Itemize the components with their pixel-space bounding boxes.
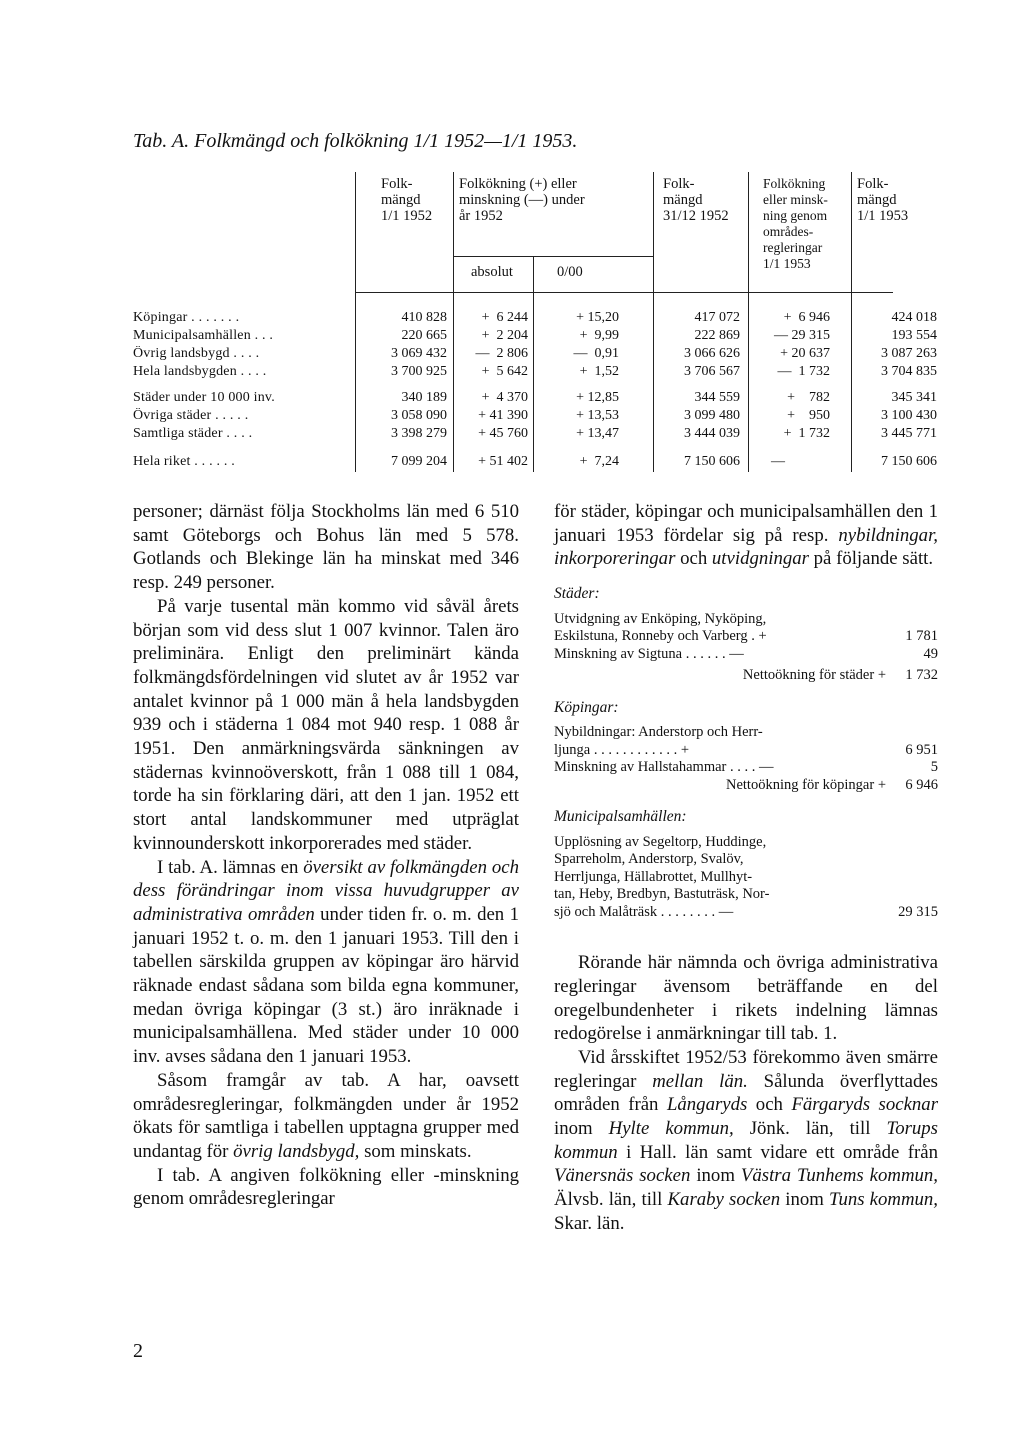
section-heading-municipalsamhallen: Municipalsamhällen: [554, 808, 687, 826]
list-item: Herrljunga, Hällabrottet, Mullhyt- [554, 868, 753, 885]
paragraph: Såsom framgår av tab. A har, oavsett områdesregleringar, folkmängden under år 1952 ökats för samtliga i tabellen upptagna grupper med undantag för övrig landsbygd, som minskats. [133, 1069, 519, 1162]
table-title: Tab. A. Folkmängd och folkökning 1/1 1952—1/1 1953. [133, 130, 578, 152]
list-item: Minskning av Sigtuna . . . . . . — 49 [554, 645, 938, 662]
table-row: Städer under 10 000 inv. 340 189 + 4 370 + 12,85 344 559 + 782 345 341 [133, 390, 937, 405]
list-item: sjö och Malåträsk . . . . . . . . — 29 315 [554, 903, 938, 920]
header-absolut: absolut [471, 264, 513, 280]
table-rule [355, 292, 893, 293]
section-heading-stader: Städer: [554, 585, 600, 603]
table-row: Samtliga städer . . . . 3 398 279 + 45 760 + 13,47 3 444 039 + 1 732 3 445 771 [133, 426, 937, 441]
table-row: Övrig landsbygd . . . . 3 069 432 — 2 806 — 0,91 3 066 626 + 20 637 3 087 263 [133, 346, 937, 361]
paragraph: Vid årsskiftet 1952/53 förekommo även smärre regleringar mellan län. Sålunda överflyttades områden från Långaryds och Färgaryds socknar inom Hylte kommun, Jönk. län, till Torups kommun i Hall. län samt vidare ett område från Vänersnäs socken inom Västra Tunhems kommun, Älvsb. län, till Karaby socken inom Tuns kommun, Skar. län. [554, 1046, 939, 1234]
regulation-list [554, 585, 938, 921]
paragraph: för städer, köpingar och municipalsamhällen den 1 januari 1953 fördelar sig på resp. nybildningar, inkorporeringar och utvidgningar på följande sätt. [554, 501, 938, 570]
list-item: Minskning av Hallstahammar . . . . — 5 [554, 759, 938, 776]
paragraph: På varje tusental män kommo vid såväl årets början som vid dess slut 1 007 kvinnor. Talen äro preliminära. Enligt den preliminärt kända folkmängdsfördelningen vid slutet av år 1952 var antalet kvinnor på 1 000 män å hela landsbygden 939 och i städerna 1 084 mot 940 resp. 1 088 år 1951. Den anmärkningsvärda sänkningen av städernas kvinnoöverskott, från 1 088 till 1 084, torde ha sin förklaring däri, att den 1 jan. 1952 ett stort antal landskommuner med utpräglat kvinnounderskott inkorporerades med städer. [133, 595, 519, 854]
list-item: Eskilstuna, Ronneby och Varberg . + 1 781 [554, 628, 938, 645]
list-item: Nybildningar: Anderstorp och Herr- [554, 724, 763, 741]
net-row: Nettoökning för köpingar + 6 946 [726, 776, 938, 793]
section-heading-kopingar: Köpingar: [554, 698, 619, 716]
list-item: Upplösning av Segeltorp, Huddinge, [554, 833, 767, 850]
list-item: Sparreholm, Anderstorp, Svalöv, [554, 851, 744, 868]
paragraph: personer; därnäst följa Stockholms län med 6 510 samt Göteborgs och Bohus län med 5 578. Gotlands och Blekinge län ha minskat med 346 resp. 249 personer. [133, 501, 519, 594]
table-row: Hela riket . . . . . . 7 099 204 + 51 402 + 7,24 7 150 606 — 7 150 606 [133, 454, 937, 469]
list-item: Utvidgning av Enköping, Nyköping, [554, 610, 767, 627]
header-promille: 0/00 [557, 264, 583, 280]
paragraph: I tab. A. lämnas en översikt av folkmängden och dess förändringar inom vissa huvudgrupper av administrativa områden under tiden fr. o. m. den 1 januari 1952 t. o. m. den 1 januari 1953. Till den i tabellen särskilda gruppen av köpingar äro härvid räknade endast sådana som bilda egna kommuner, medan övriga köpingar (3 st.) äro inräknade i municipalsamhällena. Med städer under 10 000 inv. avses sådana den 1 januari 1953. [133, 856, 520, 1068]
header-folkokning: Folkökning (+) eller minskning (—) under år 1952 [459, 176, 585, 224]
population-table [133, 172, 937, 472]
table-row: Hela landsbygden . . . . 3 700 925 + 5 642 + 1,52 3 706 567 — 1 732 3 704 835 [133, 364, 937, 379]
list-item: ljunga . . . . . . . . . . . . + 6 951 [554, 741, 938, 758]
left-text-column [133, 500, 519, 1211]
table-row: Köpingar . . . . . . . 410 828 + 6 244 + 15,20 417 072 + 6 946 424 018 [133, 310, 937, 325]
header-folkmangd-1952: Folk- mängd 1/1 1952 [381, 176, 433, 224]
table-rule [453, 256, 653, 257]
header-folkmangd-3112: Folk- mängd 31/12 1952 [663, 176, 729, 224]
paragraph: I tab. A angiven folkökning eller -minskning genom områdesregleringar [133, 1164, 519, 1210]
header-omradesregleringar: Folkökning eller minsk- ning genom områdes- regleringar 1/1 1953 [763, 176, 828, 271]
header-folkmangd-1953: Folk- mängd 1/1 1953 [857, 176, 909, 224]
net-row: Nettoökning för städer + 1 732 [742, 667, 938, 684]
paragraph: Rörande här nämnda och övriga administrativa regleringar ävensom beträffande en del oregelbundenheter i rikets indelning lämnas redogörelse i anmärkningar till tab. 1. [554, 952, 938, 1045]
table-row: Övriga städer . . . . . 3 058 090 + 41 390 + 13,53 3 099 480 + 950 3 100 430 [133, 408, 937, 423]
list-item: tan, Heby, Bredbyn, Bastuträsk, Nor- [554, 886, 770, 903]
right-text-column [554, 500, 938, 1236]
page-number: 2 [133, 1340, 143, 1362]
table-row: Municipalsamhällen . . . 220 665 + 2 204 + 9,99 222 869 — 29 315 193 554 [133, 328, 937, 343]
